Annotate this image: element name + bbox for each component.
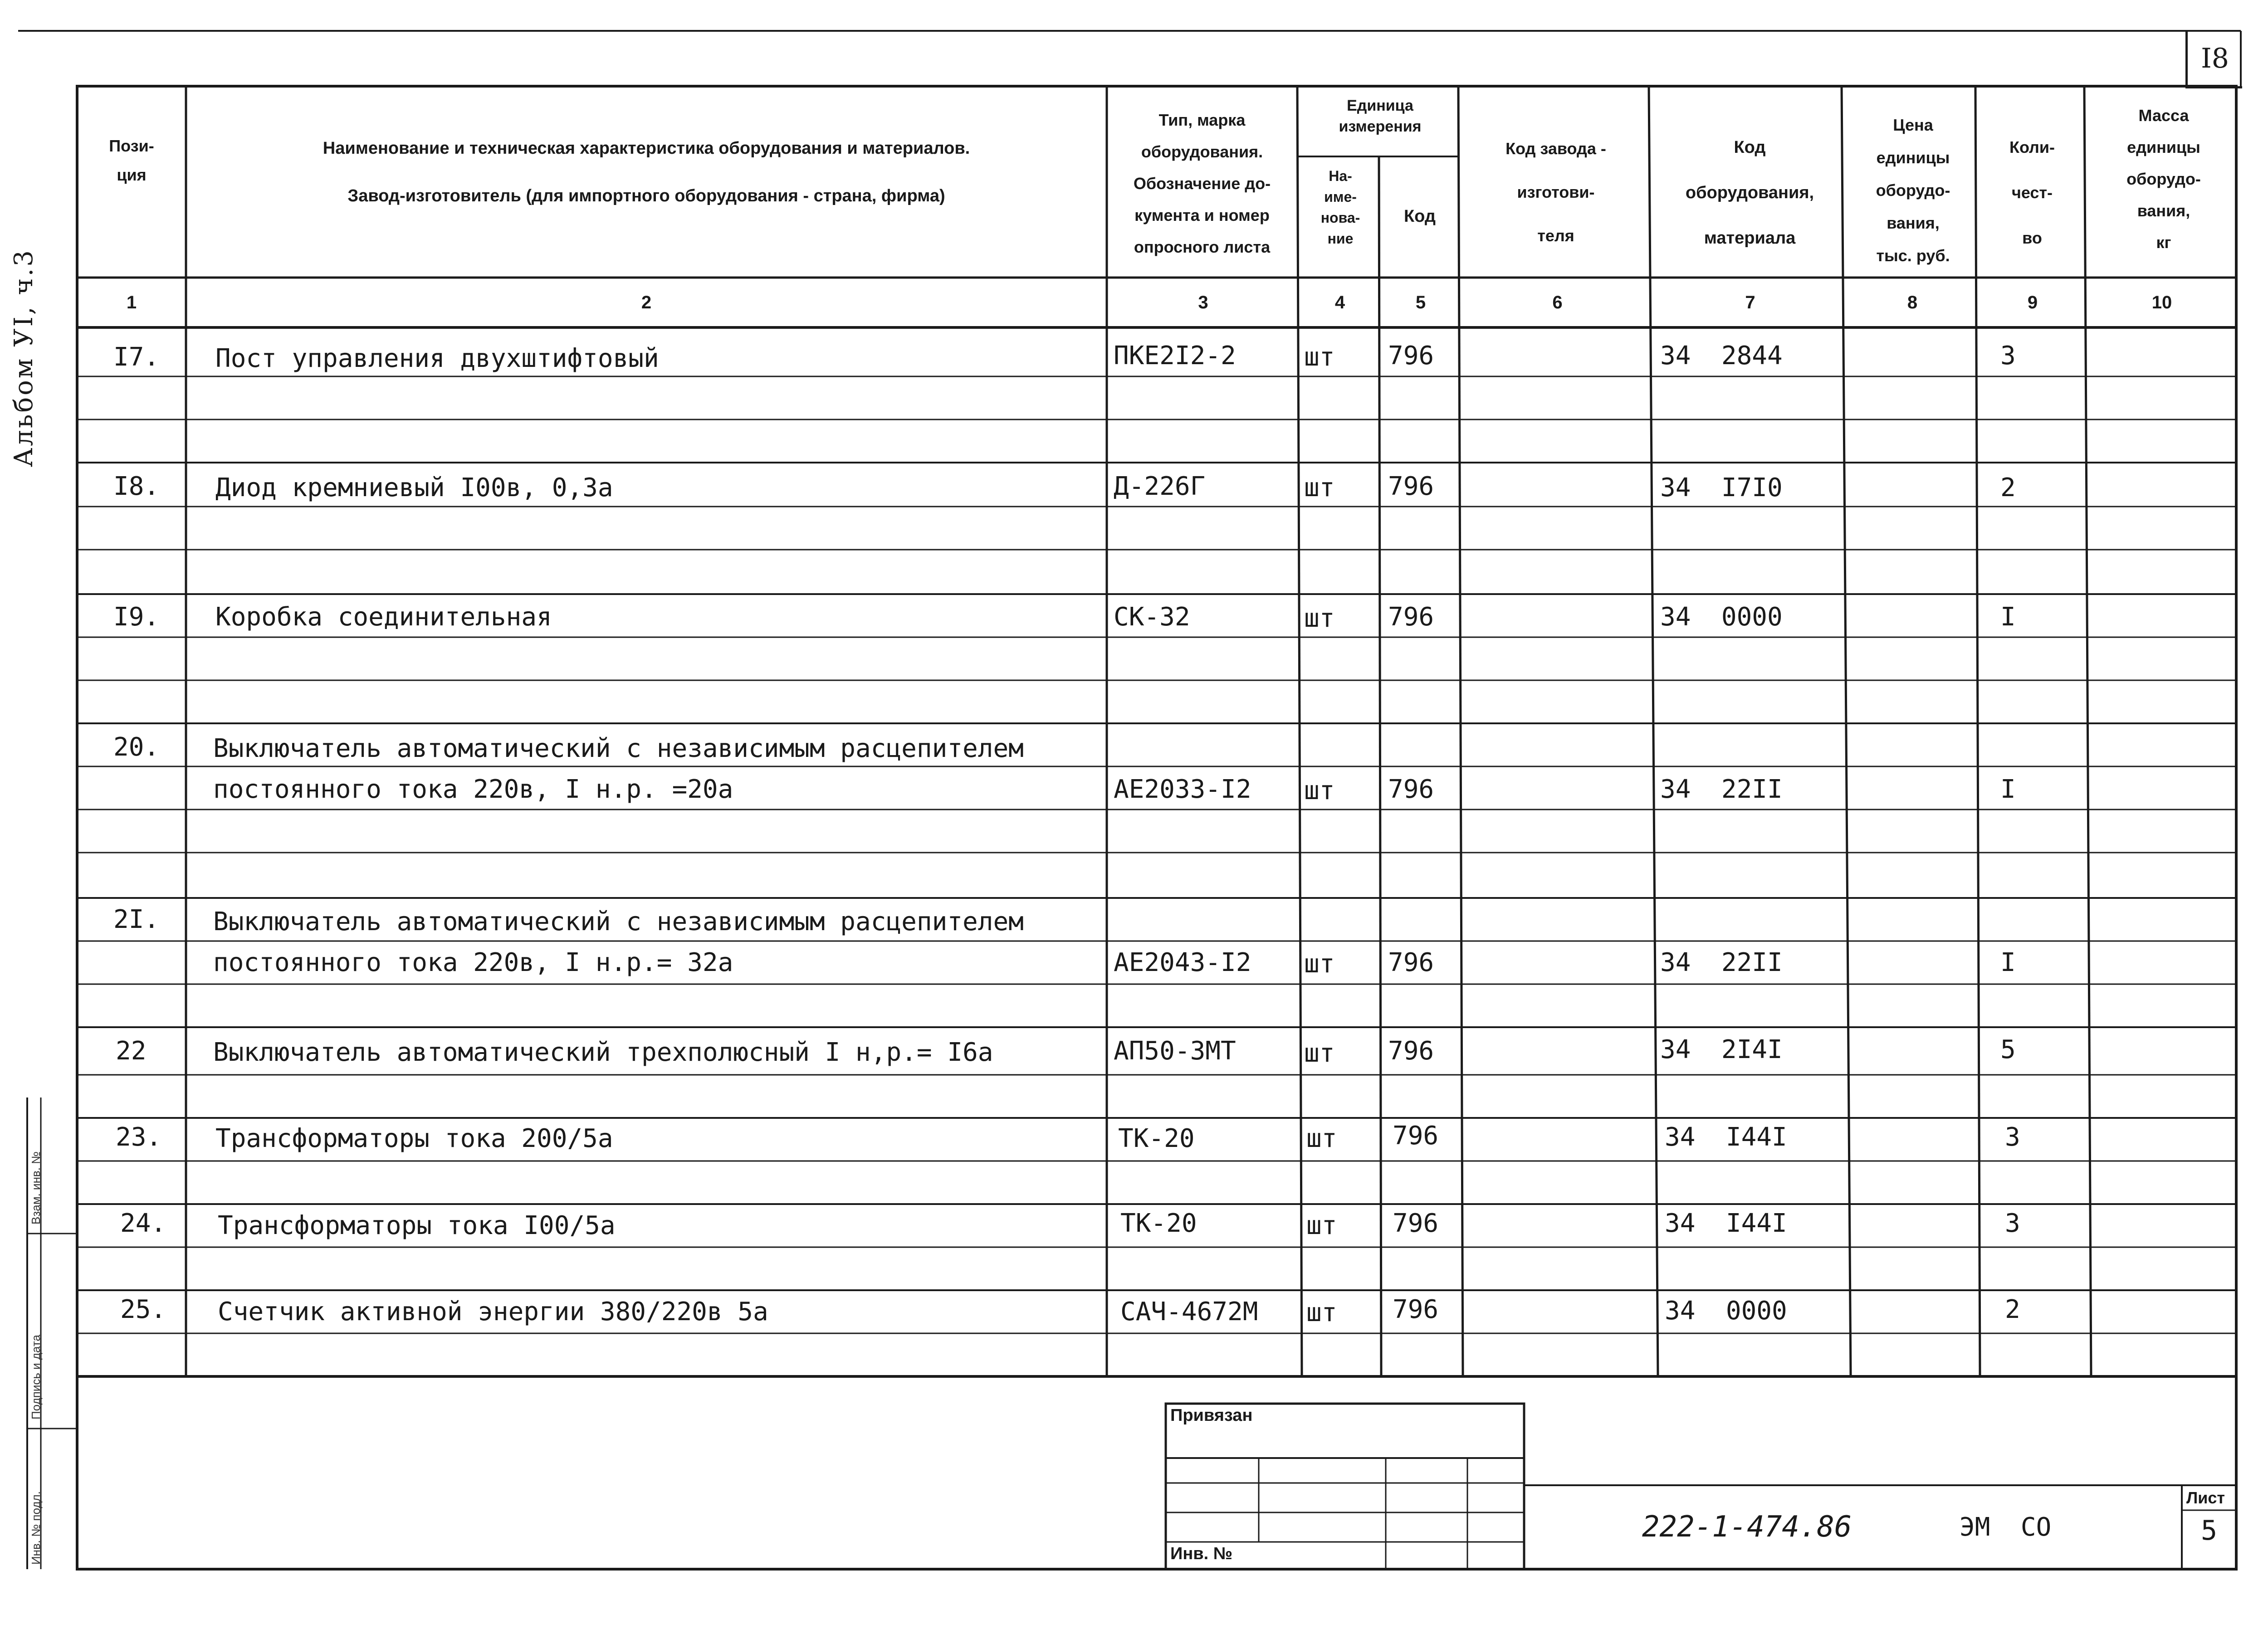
row-unit-code: 796	[1393, 1209, 1439, 1238]
header-unit-name: На- име- нова- ние	[1320, 168, 1360, 247]
row-type: СК-32	[1114, 602, 1190, 632]
row-unit-code: 796	[1393, 1121, 1439, 1151]
column-number: 4	[1334, 293, 1345, 312]
column-number: 6	[1552, 293, 1563, 312]
privyazan-label: Привязан	[1170, 1406, 1253, 1425]
row-quantity: 2	[2005, 1295, 2020, 1324]
header-unit-group: Единица измерения	[1339, 97, 1422, 135]
row-position: 24.	[120, 1209, 166, 1238]
column-number: 7	[1745, 293, 1755, 312]
row-name: Пост управления двухштифтовый	[215, 344, 659, 373]
header-price: Цена единицы оборудо- вания, тыс. руб.	[1876, 116, 1950, 265]
row-name-continued: постоянного тока 220в, I н.р.= 32а	[213, 948, 733, 977]
sheet-page-number: 5	[2200, 1515, 2218, 1546]
row-unit-code: 796	[1388, 1036, 1434, 1066]
row-position: 23.	[116, 1122, 162, 1152]
album-label: Альбом УI, ч.3	[9, 249, 39, 467]
row-type: ТК-20	[1120, 1209, 1197, 1238]
section-code: ЭМ СО	[1960, 1512, 2052, 1542]
header-equipment-code: Код оборудования, материала	[1685, 138, 1814, 248]
row-quantity: 3	[2000, 341, 2016, 371]
row-equipment-code: 34 0000	[1660, 602, 1783, 632]
document-code: 222-1-474.86	[1642, 1510, 1852, 1544]
row-name: Трансформаторы тока I00/5а	[218, 1211, 616, 1240]
header-name-line2: Завод-изготовитель (для импортного оборудования - страна, фирма)	[347, 186, 945, 205]
side-label-signature-date: Подпись и дата	[29, 1334, 43, 1419]
row-type: Д-226Г	[1114, 472, 1206, 501]
column-number: 1	[126, 293, 137, 312]
header-unit-code: Код	[1403, 207, 1436, 226]
row-type: ПКЕ2I2-2	[1114, 341, 1236, 371]
row-type: АЕ2043-I2	[1114, 948, 1251, 977]
column-number: 2	[641, 293, 652, 312]
row-unit: шт	[1304, 604, 1335, 633]
header-name-line1: Наименование и техническая характеристика оборудования и материалов.	[323, 139, 970, 158]
row-unit: шт	[1304, 776, 1335, 805]
column-number: 9	[2027, 293, 2038, 312]
side-label-original-inventory: Инв. № подл.	[29, 1491, 43, 1565]
row-name: Диод кремниевый I00в, 0,3а	[215, 473, 613, 502]
sheet-label: Лист	[2186, 1488, 2225, 1507]
row-name: Выключатель автоматический с независимым расцепителем	[213, 734, 1024, 763]
row-type: АП50-3МТ	[1114, 1036, 1236, 1066]
row-unit: шт	[1304, 473, 1335, 502]
column-number: 8	[1907, 293, 1918, 312]
row-unit: шт	[1306, 1211, 1337, 1240]
header-mass: Масса единицы оборудо- вания, кг	[2126, 106, 2201, 252]
row-type: САЧ-4672М	[1120, 1297, 1258, 1327]
row-position: I8.	[113, 472, 160, 501]
row-name-continued: постоянного тока 220в, I н.р. =20а	[213, 775, 733, 804]
row-equipment-code: 34 0000	[1665, 1296, 1787, 1326]
row-equipment-code: 34 I44I	[1665, 1209, 1787, 1238]
row-unit: шт	[1306, 1124, 1337, 1153]
row-unit: шт	[1306, 1298, 1337, 1327]
row-unit-code: 796	[1388, 775, 1434, 804]
row-quantity: 5	[2000, 1035, 2016, 1064]
header-factory-code: Код завода - изготови- теля	[1505, 139, 1606, 245]
row-unit-code: 796	[1393, 1295, 1439, 1324]
row-name: Выключатель автоматический с независимым расцепителем	[213, 907, 1024, 937]
row-quantity: I	[2000, 948, 2016, 977]
row-equipment-code: 34 I44I	[1665, 1122, 1787, 1152]
row-position: 2I.	[113, 905, 160, 934]
header-quantity: Коли- чест- во	[2009, 138, 2055, 247]
inventory-number-label: Инв. №	[1170, 1544, 1233, 1563]
row-equipment-code: 34 I7I0	[1660, 473, 1783, 502]
row-type: АЕ2033-I2	[1114, 775, 1251, 804]
row-position: I9.	[113, 602, 160, 632]
row-equipment-code: 34 2844	[1660, 341, 1783, 371]
row-unit: шт	[1304, 949, 1335, 979]
row-unit: шт	[1304, 1039, 1335, 1068]
row-equipment-code: 34 22II	[1660, 775, 1783, 804]
column-number: 3	[1198, 293, 1208, 312]
row-equipment-code: 34 2I4I	[1660, 1035, 1783, 1064]
row-quantity: I	[2000, 602, 2016, 632]
row-name: Счетчик активной энергии 380/220в 5а	[218, 1297, 768, 1327]
row-type: ТК-20	[1118, 1124, 1195, 1153]
row-position: 25.	[120, 1295, 166, 1324]
row-quantity: 3	[2005, 1209, 2020, 1238]
row-quantity: 2	[2000, 473, 2016, 502]
row-position: 22	[116, 1036, 147, 1066]
side-label-replacement: Взам. инв. №	[29, 1151, 43, 1224]
row-quantity: I	[2000, 775, 2016, 804]
row-equipment-code: 34 22II	[1660, 948, 1783, 977]
row-unit-code: 796	[1388, 602, 1434, 632]
row-unit-code: 796	[1388, 472, 1434, 501]
row-unit-code: 796	[1388, 341, 1434, 371]
sheet-number: I8	[2185, 31, 2242, 88]
column-number: 5	[1415, 293, 1426, 312]
row-position: 20.	[113, 732, 160, 762]
header-type: Тип, марка оборудования. Обозначение до- кумента и номер опросного листа	[1133, 111, 1271, 256]
row-name: Трансформаторы тока 200/5а	[215, 1124, 613, 1153]
column-number: 10	[2151, 293, 2172, 312]
row-unit: шт	[1304, 342, 1335, 372]
row-quantity: 3	[2005, 1122, 2020, 1152]
row-name: Коробка соединительная	[215, 602, 552, 632]
row-position: I7.	[113, 342, 160, 372]
row-unit-code: 796	[1388, 948, 1434, 977]
header-position: Пози- ция	[109, 137, 154, 184]
row-name: Выключатель автоматический трехполюсный I н,р.= I6а	[213, 1038, 993, 1067]
